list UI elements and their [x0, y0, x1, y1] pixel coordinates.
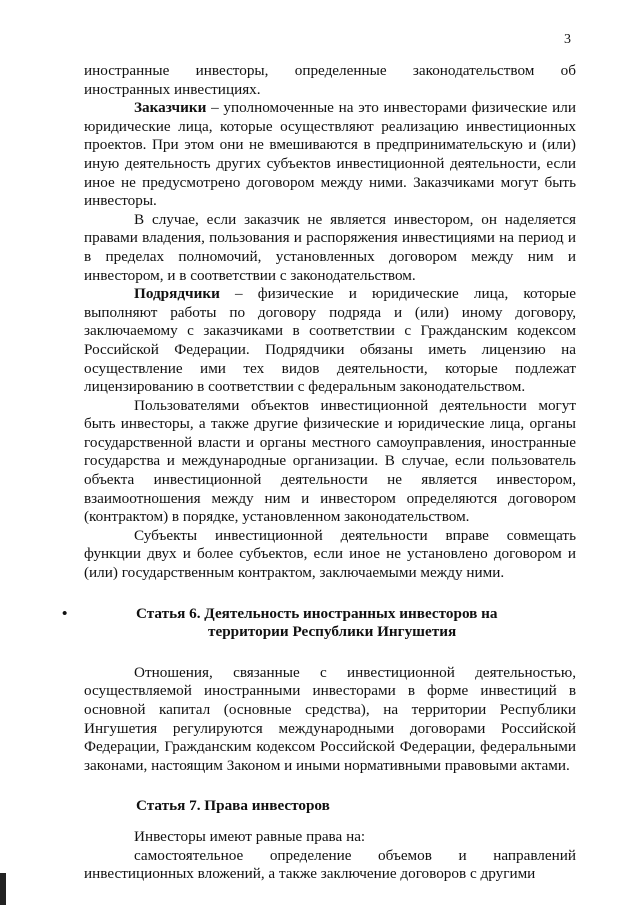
paragraph-customers-text: – уполномоченные на это инвесторами физические или юридические лица, которые осуществляют реализацию инвестиционных проектов. При этом они не вмешиваются в предпринимательскую и (или) иную деятельность других субъектов инвестиционной деятельности, если иное не предусмотрено договором между ними. Заказчиками могут быть инвесторы. [84, 99, 576, 210]
scan-edge-mark [0, 873, 6, 905]
paragraph-subjects: Субъекты инвестиционной деятельности вправе совмещать функции двух и более субъектов, если иное не установлено договором и (или) государственным контрактом, заключаемыми между ними. [84, 526, 576, 582]
article-7-item-1: самостоятельное определение объемов и направлений инвестиционных вложений, а также заключение договоров с другими [84, 846, 576, 883]
article-6-title-line2: территории Республики Ингушетия [208, 623, 457, 641]
article-7-intro: Инвесторы имеют равные права на: [134, 827, 366, 845]
article-6-heading [62, 604, 576, 642]
article-6-text: Отношения, связанные с инвестиционной деятельностью, осуществляемой иностранными инвесторами в форме инвестиций в основной капитал (основные средства), на территории Республики Ингушетия регулируются международными договорами Российской Федерации, Гражданским кодексом Российской Федерации, федеральными законами, настоящим Законом и иными нормативными правовыми актами. [84, 663, 576, 774]
term-contractors: Подрядчики [134, 285, 220, 303]
bullet-mark: • [62, 604, 68, 622]
paragraph-contractors-text: – физические и юридические лица, которые выполняют работы по договору подряда и (или) иному договору, заключаемому с заказчиками в соответствии с Гражданским кодексом Российской Федерации. Подрядчики обязаны иметь лицензию на осуществление ими тех видов деятельности, которые подлежат лицензированию в соответствии с федеральным законодательством. [84, 285, 576, 396]
article-7-heading: Статья 7. Права инвесторов [136, 797, 330, 815]
page-number: 3 [564, 32, 571, 47]
paragraph-contractors [84, 285, 576, 397]
document-body [62, 62, 576, 884]
paragraph-customers [84, 99, 576, 211]
paragraph-foreign-investors: иностранные инвесторы, определенные законодательством об иностранных инвестициях. [84, 62, 576, 98]
term-customers: Заказчики [134, 99, 207, 117]
paragraph-customer-not-investor: В случае, если заказчик не является инвестором, он наделяется правами владения, пользования и распоряжения инвестициями на период и в пределах полномочий, установленных договором между ним и инвестором, и в соответствии с законодательством. [84, 210, 576, 284]
article-6-title-line1: Статья 6. Деятельность иностранных инвесторов на [136, 604, 498, 622]
paragraph-users: Пользователями объектов инвестиционной деятельности могут быть инвесторы, а также другие физические и юридические лица, органы государственной власти и органы местного самоуправления, иностранные государства и международные организации. В случае, если пользователь объекта инвестиционной деятельности не является инвестором, взаимоотношения между ним и инвестором определяются договором (контрактом) в порядке, установленном законодательством. [84, 396, 576, 526]
